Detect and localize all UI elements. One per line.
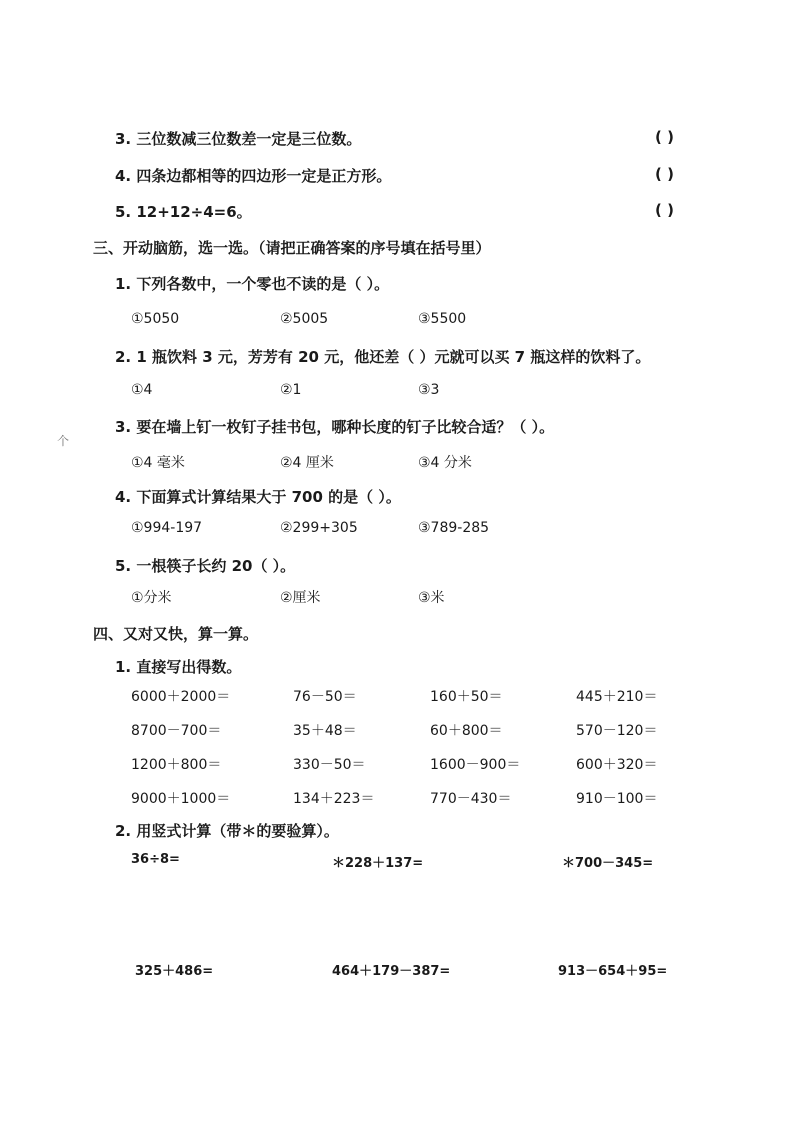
mc-option[interactable]: ③4 分米 [418,455,472,471]
mc-option[interactable]: ②厘米 [280,590,321,606]
oral-calc: 910－100＝ [576,791,658,807]
mc-question-5: 5. 一根筷子长约 20（ ）。 [115,557,296,575]
mc-option[interactable]: ①5050 [131,311,180,327]
tf-item-3: 3. 三位数减三位数差一定是三位数。 [115,130,362,148]
tf-item-4: 4. 四条边都相等的四边形一定是正方形。 [115,167,392,185]
oral-calc: 6000＋2000＝ [131,689,231,705]
vertical-calc: ＊228＋137= [332,856,424,871]
oral-calc: 1600－900＝ [430,757,521,773]
mc-option[interactable]: ①4 毫米 [131,455,185,471]
mc-question-3: 3. 要在墙上钉一枚钉子挂书包，哪种长度的钉子比较合适？（ ）。 [115,418,555,436]
mc-question-4: 4. 下面算式计算结果大于 700 的是（ ）。 [115,488,401,506]
oral-calc: 134＋223＝ [293,791,375,807]
oral-calc: 35＋48＝ [293,723,357,739]
vertical-calc: 36÷8= [131,852,180,867]
section4-sub1: 1. 直接写出得数。 [115,658,242,676]
vertical-calc: ＊700－345= [562,856,654,871]
mc-option[interactable]: ③5500 [418,311,467,327]
oral-calc: 770－430＝ [430,791,512,807]
mc-question-1: 1. 下列各数中，一个零也不读的是（ ）。 [115,275,390,293]
oral-calc: 9000＋1000＝ [131,791,231,807]
oral-calc: 330－50＝ [293,757,366,773]
vertical-calc: 464＋179－387= [332,964,451,979]
mc-option[interactable]: ③789-285 [418,520,490,536]
oral-calc: 570－120＝ [576,723,658,739]
mc-option[interactable]: ②5005 [280,311,329,327]
mc-option[interactable]: ①分米 [131,590,172,606]
oral-calc: 1200＋800＝ [131,757,222,773]
mc-option[interactable]: ③3 [418,382,440,398]
vertical-calc: 325＋486= [135,964,214,979]
vertical-calc: 913－654＋95= [558,964,668,979]
oral-calc: 600＋320＝ [576,757,658,773]
section4-sub2: 2. 用竖式计算（带＊的要验算）。 [115,822,339,840]
oral-calc: 8700－700＝ [131,723,222,739]
tf-answer-5[interactable]: ( ) [655,201,674,219]
mc-option[interactable]: ②1 [280,382,302,398]
oral-calc: 60＋800＝ [430,723,503,739]
section3-title: 三、开动脑筋，选一选。（请把正确答案的序号填在括号里） [93,239,491,257]
oral-calc: 160＋50＝ [430,689,503,705]
mc-option[interactable]: ②299+305 [280,520,358,536]
scan-mark: 个 [57,434,70,448]
tf-item-5: 5. 12+12÷4=6。 [115,203,252,221]
section4-title: 四、又对又快，算一算。 [93,625,259,643]
mc-option[interactable]: ①994-197 [131,520,203,536]
mc-question-2: 2. 1 瓶饮料 3 元，芳芳有 20 元，他还差（ ）元就可以买 7 瓶这样的饮料了。 [115,348,651,366]
tf-answer-3[interactable]: ( ) [655,128,674,146]
oral-calc: 76－50＝ [293,689,357,705]
tf-answer-4[interactable]: ( ) [655,165,674,183]
mc-option[interactable]: ①4 [131,382,153,398]
mc-option[interactable]: ③米 [418,590,445,606]
oral-calc: 445＋210＝ [576,689,658,705]
mc-option[interactable]: ②4 厘米 [280,455,334,471]
